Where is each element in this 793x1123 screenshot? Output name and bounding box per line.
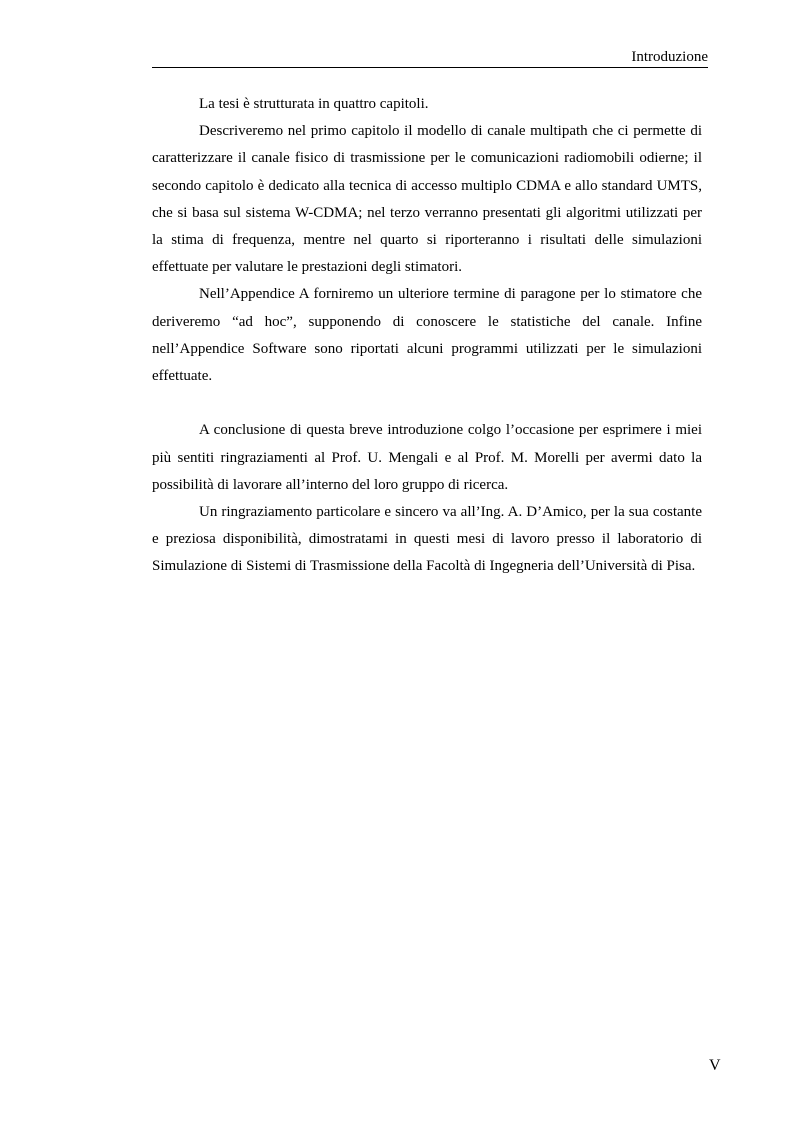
paragraph-structure: La tesi è strutturata in quattro capitoli. <box>199 96 429 112</box>
paragraph-appendices: Nell’Appendice A forniremo un ulteriore termine di paragone per lo stimatore che deriveremo “ad hoc”, supponendo di conoscere le statistiche del canale. Infine nell’Appendice Software sono riportati alcuni programmi utilizzati per le simulazioni effettuate. <box>152 286 702 385</box>
paragraph-chapters: Descriveremo nel primo capitolo il modello di canale multipath che ci permette di caratterizzare il canale fisico di trasmissione per le comunicazioni radiomobili odierne; il secondo capitolo è dedicato alla tecnica di accesso multiplo CDMA e allo standard UMTS, che si basa sul sistema W-CDMA; nel terzo verranno presentati gli algoritmi utilizzati per la stima di frequenza, mentre nel quarto si riporteranno i risultati delle simulazioni effettuate per valutare le prestazioni degli stimatori. <box>152 123 702 276</box>
body-text <box>152 91 702 581</box>
running-header <box>152 46 708 68</box>
page-number: V <box>709 1057 721 1074</box>
paragraph-acknowledgements: A conclusione di questa breve introduzione colgo l’occasione per esprimere i miei più sentiti ringraziamenti al Prof. U. Mengali e al Prof. M. Morelli per avermi dato la possibilità di lavorare all’interno del loro gruppo di ricerca. <box>152 422 702 493</box>
paragraph-thanks: Un ringraziamento particolare e sincero va all’Ing. A. D’Amico, per la sua costante e preziosa disponibilità, dimostratami in questi mesi di lavoro presso il laboratorio di Simulazione di Sistemi di Trasmissione della Facoltà di Ingegneria dell’Università di Pisa. <box>152 504 702 575</box>
header-title: Introduzione <box>631 49 708 65</box>
paragraph-gap <box>152 390 702 417</box>
